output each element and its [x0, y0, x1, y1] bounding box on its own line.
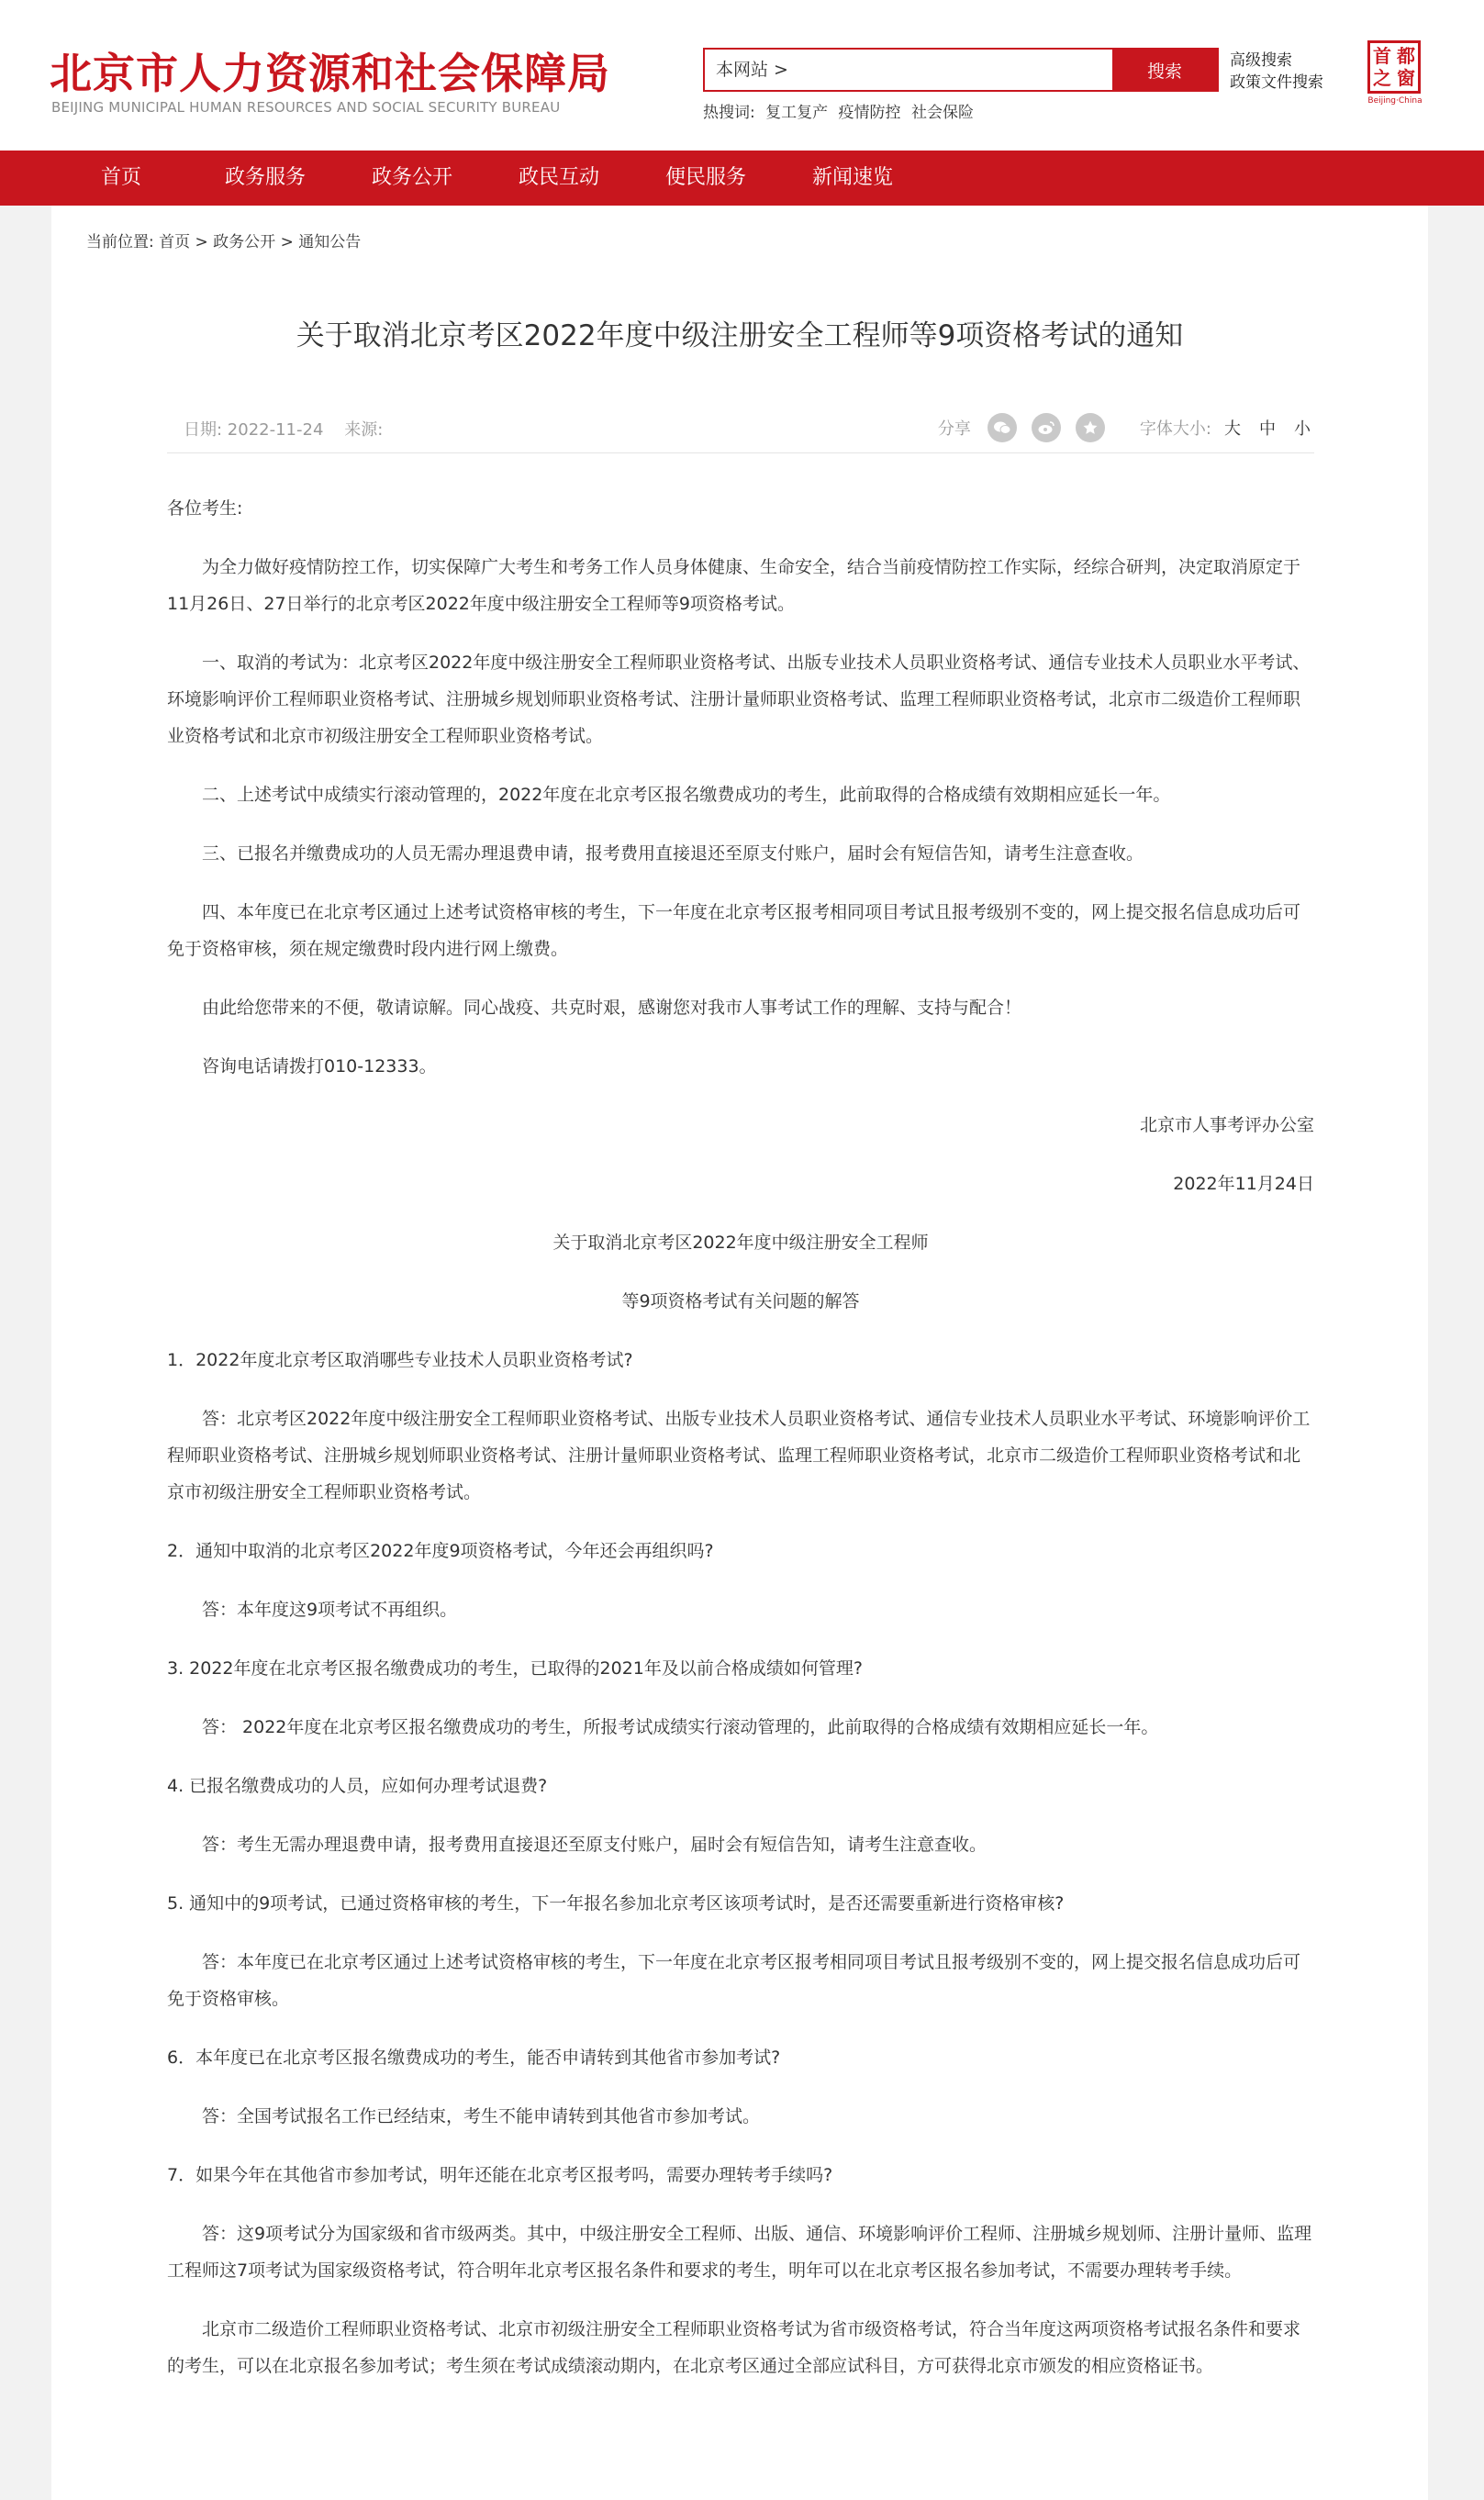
article-paragraph: 二、上述考试中成绩实行滚动管理的，2022年度在北京考区报名缴费成功的考生，此前取得的合格成绩有效期相应延长一年。: [202, 785, 1171, 805]
favorite-share-icon[interactable]: [1076, 413, 1105, 442]
article-meta: [167, 407, 1314, 453]
breadcrumb: 当前位置: 首页 > 政务公开 > 通知公告: [86, 233, 362, 251]
capital-window-logo[interactable]: [1367, 40, 1423, 110]
share-label: 分享: [937, 419, 971, 439]
faq-question: 3. 2022年度在北京考区报名缴费成功的考生，已取得的2021年及以前合格成绩如何管理?: [167, 1658, 863, 1679]
policy-search-link[interactable]: 政策文件搜索: [1230, 73, 1323, 92]
advanced-search-links: [1230, 50, 1323, 94]
article-paragraph: 一、取消的考试为：北京考区2022年度中级注册安全工程师职业资格考试、出版专业技术人员职业资格考试、通信专业技术人员职业水平考试、环境影响评价工程师职业资格考试、注册城乡规划师职业资格考试、注册计量师职业资格考试、监理工程师职业资格考试，北京市二级造价工程师职业资格考试和北京市初级注册安全工程师职业资格考试。: [167, 653, 1311, 746]
hot-search-label: 热搜词:: [703, 104, 755, 122]
faq-answer: 答：全国考试报名工作已经结束，考生不能申请转到其他省市参加考试。: [202, 2106, 761, 2126]
nav-government-affairs[interactable]: 政务公开: [372, 166, 453, 189]
faq-question: 2．通知中取消的北京考区2022年度9项资格考试，今年还会再组织吗?: [167, 1541, 714, 1561]
hot-search: [703, 99, 979, 122]
font-size-small[interactable]: 小: [1294, 419, 1311, 439]
search-input[interactable]: [705, 50, 1109, 90]
faq-answer: 答：本年度已在北京考区通过上述考试资格审核的考生，下一年度在北京考区报考相同项目考试且报考级别不变的，网上提交报名信息成功后可免于资格审核。: [167, 1952, 1301, 2009]
site-logo-title[interactable]: 北京市人力资源和社会保障局: [50, 49, 610, 98]
share-and-font-size: [938, 411, 1311, 444]
article-source: 来源:: [344, 420, 384, 440]
content-panel: [51, 206, 1428, 2500]
hot-word-1[interactable]: 复工复产: [765, 104, 829, 122]
faq-question: 7．如果今年在其他省市参加考试，明年还能在北京考区报考吗，需要办理转考手续吗?: [167, 2165, 833, 2185]
faq-question: 5. 通知中的9项考试，已通过资格审核的考生，下一年报名参加北京考区该项考试时，是否还需要重新进行资格审核?: [167, 1893, 1065, 1914]
nav-interaction[interactable]: 政民互动: [519, 166, 600, 189]
advanced-search-link[interactable]: 高级搜索: [1230, 51, 1292, 70]
nav-public-services[interactable]: 便民服务: [665, 166, 747, 189]
hot-word-3[interactable]: 社会保险: [910, 104, 974, 122]
hot-word-2[interactable]: 疫情防控: [838, 104, 901, 122]
main-nav: [0, 151, 1484, 206]
faq-answer: 答：考生无需办理退费申请，报考费用直接退还至原支付账户，届时会有短信告知，请考生注意查收。: [202, 1835, 987, 1855]
article-paragraph: 三、已报名并缴费成功的人员无需办理退费申请，报考费用直接退还至原支付账户，届时会有短信告知，请考生注意查收。: [202, 843, 1144, 864]
article-paragraph: 四、本年度已在北京考区通过上述考试资格审核的考生，下一年度在北京考区报考相同项目考试且报考级别不变的，网上提交报名信息成功后可免于资格审核，须在规定缴费时段内进行网上缴费。: [167, 902, 1301, 959]
faq-answer: 答：本年度这9项考试不再组织。: [202, 1600, 458, 1620]
article-paragraph: 咨询电话请拨打010-12333。: [202, 1056, 437, 1077]
search-box: [703, 48, 1219, 92]
nav-home[interactable]: 首页: [101, 166, 142, 189]
faq-question: 1．2022年度北京考区取消哪些专业技术人员职业资格考试?: [167, 1350, 633, 1370]
article-date-source: [184, 417, 383, 441]
weibo-share-icon[interactable]: [1032, 413, 1061, 442]
faq-title-line-1: 关于取消北京考区2022年度中级注册安全工程师: [552, 1233, 929, 1253]
site-header: [0, 0, 1484, 151]
article-date: 日期: 2022-11-24: [184, 420, 324, 440]
faq-answer: 北京市二级造价工程师职业资格考试、北京市初级注册安全工程师职业资格考试为省市级资格考试，符合当年度这两项资格考试报名条件和要求的考生，可以在北京报名参加考试；考生须在考试成绩滚动期内，在北京考区通过全部应试科目，方可获得北京市颁发的相应资格证书。: [167, 2319, 1301, 2376]
faq-question: 6．本年度已在北京考区报名缴费成功的考生，能否申请转到其他省市参加考试?: [167, 2048, 781, 2068]
article-paragraph: 为全力做好疫情防控工作，切实保障广大考生和考务工作人员身体健康、生命安全，结合当前疫情防控工作实际，经综合研判，决定取消原定于11月26日、27日举行的北京考区2022年度中级注册安全工程师等9项资格考试。: [167, 557, 1301, 614]
font-size-label: 字体大小:: [1139, 419, 1211, 439]
font-size-large[interactable]: 大: [1224, 419, 1241, 439]
wechat-share-icon[interactable]: [987, 413, 1017, 442]
nav-government-services[interactable]: 政务服务: [225, 166, 307, 189]
article-paragraph: 由此给您带来的不便，敬请谅解。同心战疫、共克时艰，感谢您对我市人事考试工作的理解、支持与配合！: [202, 998, 1022, 1018]
faq-answer: 答：北京考区2022年度中级注册安全工程师职业资格考试、出版专业技术人员职业资格考试、通信专业技术人员职业水平考试、环境影响评价工程师职业资格考试、注册城乡规划师职业资格考试、注册计量师职业资格考试、监理工程师职业资格考试，北京市二级造价工程师职业资格考试和北京市初级注册安全工程师职业资格考试。: [167, 1409, 1311, 1502]
faq-answer: 答： 2022年度在北京考区报名缴费成功的考生，所报考试成绩实行滚动管理的，此前取得的合格成绩有效期相应延长一年。: [202, 1717, 1159, 1737]
search-button[interactable]: 搜索: [1112, 50, 1217, 90]
capital-window-seal: 首 都 之 窗: [1367, 40, 1421, 94]
article-signature: 北京市人事考评办公室: [1139, 1115, 1314, 1135]
site-logo-subtitle: BEIJING MUNICIPAL HUMAN RESOURCES AND SOCIAL SECURITY BUREAU: [51, 99, 561, 116]
article-title: 关于取消北京考区2022年度中级注册安全工程师等9项资格考试的通知: [296, 319, 1184, 352]
capital-window-sub: Beijing·China: [1367, 96, 1423, 106]
faq-question: 4. 已报名缴费成功的人员，应如何办理考试退费?: [167, 1776, 548, 1796]
faq-answer: 答：这9项考试分为国家级和省市级两类。其中，中级注册安全工程师、出版、通信、环境影响评价工程师、注册城乡规划师、注册计量师、监理工程师这7项考试为国家级资格考试，符合明年北京考区报名条件和要求的考生，明年可以在北京考区报名参加考试，不需要办理转考手续。: [167, 2224, 1312, 2281]
font-size-medium[interactable]: 中: [1259, 419, 1276, 439]
faq-title-line-2: 等9项资格考试有关问题的解答: [621, 1291, 860, 1311]
article-greeting: 各位考生:: [167, 498, 243, 519]
article-sign-date: 2022年11月24日: [1173, 1174, 1314, 1194]
article-body: [167, 490, 1314, 2406]
nav-news[interactable]: 新闻速览: [812, 166, 894, 189]
